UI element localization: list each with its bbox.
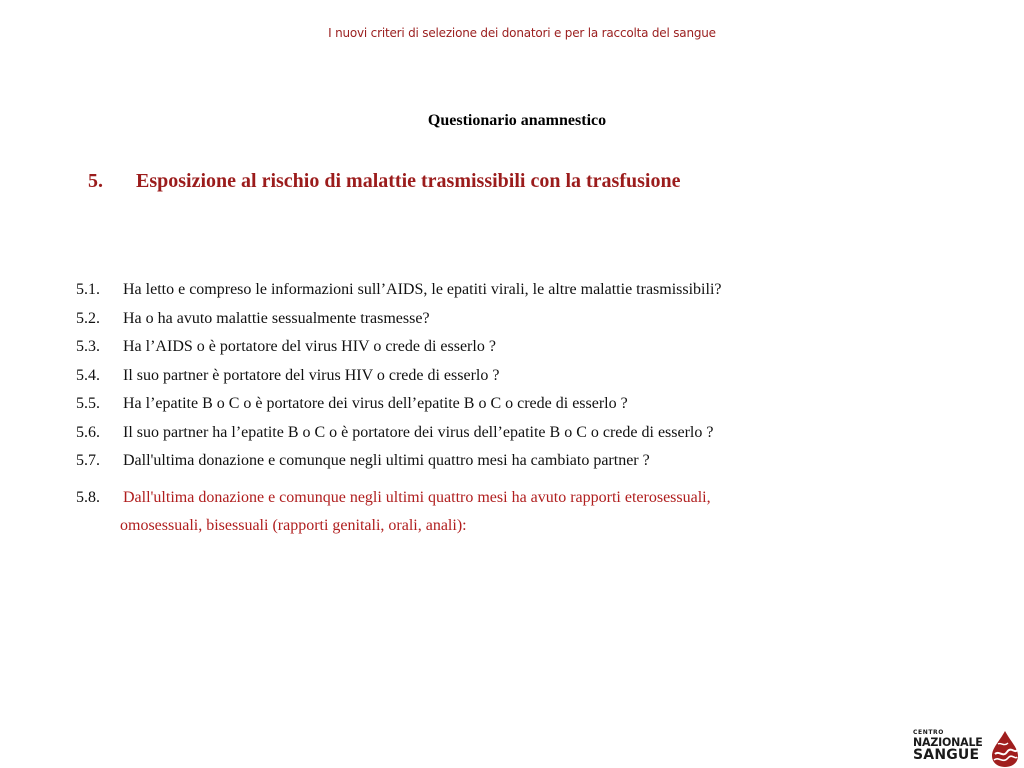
question-item (76, 333, 976, 362)
question-number: 5.2. (76, 309, 100, 327)
logo-line-centro: CENTRO (913, 729, 944, 736)
question-number: 5.7. (76, 452, 100, 469)
question-number: 5.5. (76, 395, 100, 412)
question-text: Il suo partner ha l’epatite B o C o è portatore dei virus dell’epatite B o C o crede di esserlo ? (123, 423, 714, 441)
centro-nazionale-sangue-logo (913, 730, 1021, 766)
question-item (76, 305, 976, 334)
question-text: Ha l’AIDS o è portatore del virus HIV o crede di esserlo ? (123, 338, 496, 355)
question-item (76, 419, 976, 448)
question-text: Ha o ha avuto malattie sessualmente trasmesse? (123, 309, 430, 327)
highlight-question-text-line2: omosessuali, bisessuali (rapporti genitali, orali, anali): (120, 517, 467, 534)
header-title: I nuovi criteri di selezione dei donatori e per la raccolta del sangue (328, 26, 716, 40)
question-number: 5.1. (76, 281, 100, 298)
highlight-question-line (76, 484, 976, 512)
logo-text (913, 730, 983, 762)
highlight-question-line (76, 512, 976, 540)
question-number: 5.8. (76, 489, 100, 506)
logo-line-sangue: SANGUE (913, 747, 980, 763)
blood-drop-icon (989, 730, 1021, 768)
question-number: 5.6. (76, 423, 100, 441)
question-number: 5.3. (76, 338, 100, 355)
section-heading (88, 170, 680, 193)
question-item (76, 362, 976, 391)
question-text: Ha l’epatite B o C o è portatore dei virus dell’epatite B o C o crede di esserlo ? (123, 395, 628, 412)
question-text: Il suo partner è portatore del virus HIV o crede di esserlo ? (123, 366, 500, 384)
logo-line-nazionale: NAZIONALE (913, 735, 983, 750)
highlight-question-text-line1: Dall'ultima donazione e comunque negli ultimi quattro mesi ha avuto rapporti eterosessuali, (123, 489, 711, 506)
question-item (76, 390, 976, 419)
highlight-question (76, 484, 976, 540)
question-list (76, 276, 976, 476)
section-title: Esposizione al rischio di malattie trasmissibili con la trasfusione (136, 170, 681, 192)
question-item (76, 447, 976, 476)
question-text: Dall'ultima donazione e comunque negli ultimi quattro mesi ha cambiato partner ? (123, 452, 650, 469)
question-number: 5.4. (76, 366, 100, 384)
question-item (76, 276, 976, 305)
document-title: Questionario anamnestico (427, 112, 607, 129)
section-number: 5. (88, 170, 103, 192)
question-text: Ha letto e compreso le informazioni sull’AIDS, le epatiti virali, le altre malattie trasmissibili? (123, 281, 722, 298)
